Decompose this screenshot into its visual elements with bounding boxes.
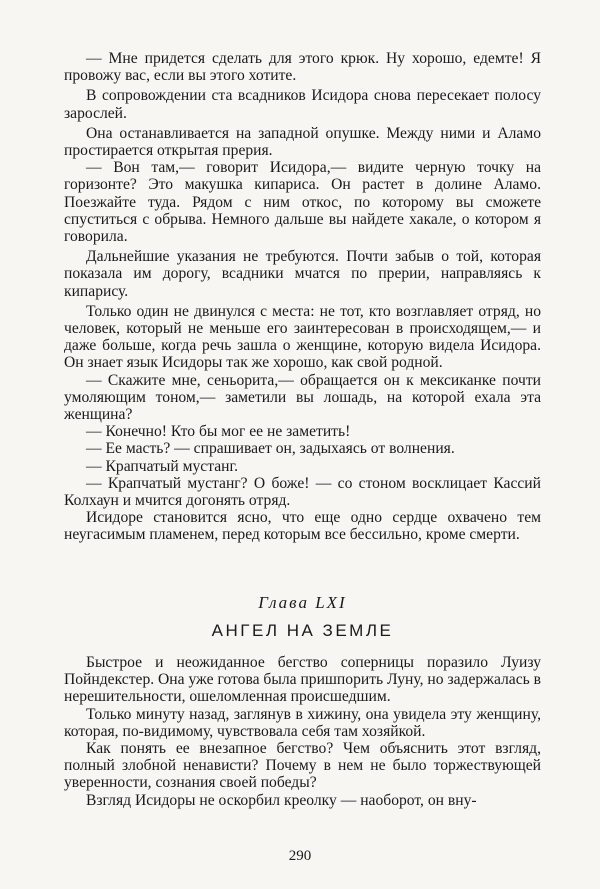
chapter-title: АНГЕЛ НА ЗЕМЛЕ bbox=[211, 621, 394, 640]
chapter-lxi-text bbox=[64, 654, 541, 809]
paragraph: Исидоре становится ясно, что еще одно сердце охвачено тем неугасимым пламенем, перед которым все бессильно, кроме смерти. bbox=[64, 509, 541, 544]
paragraph: — Вон там,— говорит Исидора,— видите черную точку на горизонте? Это макушка кипариса. Он растет в долине Аламо. Поезжайте туда. Рядом с ним откос, по которому вы сможете спуститься с обрыва. Немного дальше вы найдете хакале, о котором я говорила. bbox=[64, 159, 541, 246]
paragraph: Только минуту назад, заглянув в хижину, она увидела эту женщину, которая, по-видимому, чувствовала себя там хозяйкой. bbox=[64, 705, 541, 740]
paragraph: — Мне придется сделать для этого крюк. Ну хорошо, едемте! Я провожу вас, если вы этого хотите. bbox=[64, 50, 541, 85]
paragraph: Дальнейшие указания не требуются. Почти забыв о той, которая показала им дорогу, всадники мчатся по прерии, направляясь к кипарису. bbox=[64, 248, 541, 300]
paragraph: — Крапчатый мустанг? О боже! — со стоном восклицает Кассий Колхаун и мчится догонять отряд. bbox=[64, 474, 541, 510]
paragraph: Она останавливается на западной опушке. Между ними и Аламо простирается открытая прерия. bbox=[64, 124, 541, 160]
paragraph: В сопровождении ста всадников Исидора снова пересекает полосу зарослей. bbox=[64, 87, 541, 122]
chapter-label: Глава LXI bbox=[258, 593, 347, 612]
paragraph: Взгляд Исидоры не оскорбил креолку — наоборот, он вну- bbox=[86, 791, 477, 809]
paragraph: Как понять ее внезапное бегство? Чем объяснить этот взгляд, полный злобной ненависти? Почему в нем не было торжествующей уверенности, сознания своей победы? bbox=[64, 740, 541, 792]
paragraph: — Конечно! Кто бы мог ее не заметить! bbox=[86, 423, 351, 441]
paragraph: — Крапчатый мустанг. bbox=[86, 457, 239, 475]
page-number: 290 bbox=[288, 848, 312, 864]
paragraph: Только один не двинулся с места: не тот, кто возглавляет отряд, но человек, который не меньше его заинтересован в происходящем,— и даже больше, когда речь зашла о женщине, которую видела Исидора. Он знает язык Исидоры так же хорошо, как свой родной. bbox=[64, 302, 541, 372]
paragraph: — Ее масть? — спрашивает он, задыхаясь от волнения. bbox=[86, 440, 455, 458]
chapter-lx-ending bbox=[64, 50, 541, 544]
paragraph: Быстрое и неожиданное бегство соперницы поразило Луизу Пойндекстер. Она уже готова была пришпорить Луну, но задержалась в нерешительности, ошеломленная происшедшим. bbox=[64, 654, 542, 706]
paragraph: — Скажите мне, сеньорита,— обращается он к мексиканке почти умоляющим тоном,— заметили вы лошадь, на которой ехала эта женщина? bbox=[64, 371, 541, 424]
